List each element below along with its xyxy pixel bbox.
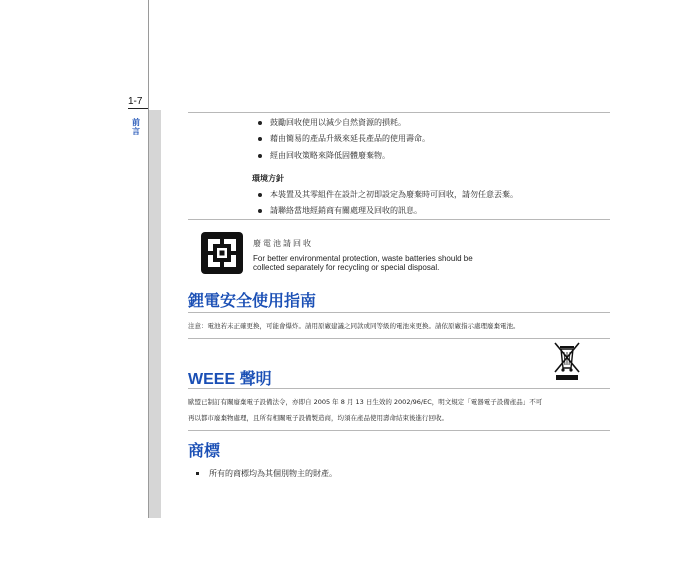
list-item: 所有的商標均為其個別物主的財產。 (196, 468, 337, 479)
divider-lithium-bottom (188, 338, 610, 339)
divider-environment (188, 219, 610, 220)
divider-weee-top (188, 388, 610, 389)
page-number-underline (128, 108, 148, 109)
divider-top (188, 112, 610, 113)
divider-weee-bottom (188, 430, 610, 431)
bullet-square (196, 472, 199, 475)
page-number: 1-7 (128, 96, 143, 107)
list-item: 本裝置及其零組件在設計之初即設定為廢棄時可回收，請勿任意丟棄。 (258, 189, 518, 200)
weee-heading: WEEE 聲明 (188, 371, 272, 388)
list-item: 請聯絡當地經銷商有關處理及回收的訊息。 (258, 205, 422, 216)
crossed-bin-icon (552, 340, 582, 382)
battery-recycle-text: For better environmental protection, waste batteries should be collected separately for recycling or special disposal. (253, 254, 473, 272)
list-item: 藉由簡易的產品升級來延長產品的使用壽命。 (258, 133, 430, 144)
list-item: 鼓勵回收使用以減少自然資源的損耗。 (258, 117, 406, 128)
weee-text-line1: 歐盟已制訂有關廢棄電子設備法令，亦即自 2005 年 8 月 13 日生效的 2002/96/EC，明文規定「電器電子設備產品」不可 (188, 398, 543, 406)
list-item: 經由回收策略來降低固體廢棄物。 (258, 150, 390, 161)
bullet-dot (258, 209, 262, 213)
trademark-heading: 商標 (188, 443, 221, 460)
bullet-dot (258, 137, 262, 141)
bullet-dot (258, 193, 262, 197)
battery-recycle-title: 廢電池請回收 (253, 239, 313, 248)
battery-recycle-icon (200, 231, 244, 275)
bullet-dot (258, 121, 262, 125)
weee-text-line2: 再以都市廢棄物處理，且所有相關電子設備製造商，均須在產品使用壽命結束後進行回收。 (188, 414, 448, 422)
lithium-warning-text: 注意：電池若未正確更換，可能會爆炸。請用原廠建議之同款或同等級的電池來更換。請依原廠指示處理廢棄電池。 (188, 322, 520, 330)
bullet-dot (258, 154, 262, 158)
lithium-heading: 鋰電安全使用指南 (188, 293, 317, 310)
divider-lithium-top (188, 312, 610, 313)
environment-heading: 環境方針 (252, 174, 284, 183)
section-label: 前言 (132, 118, 140, 136)
section-sidebar (149, 110, 161, 518)
